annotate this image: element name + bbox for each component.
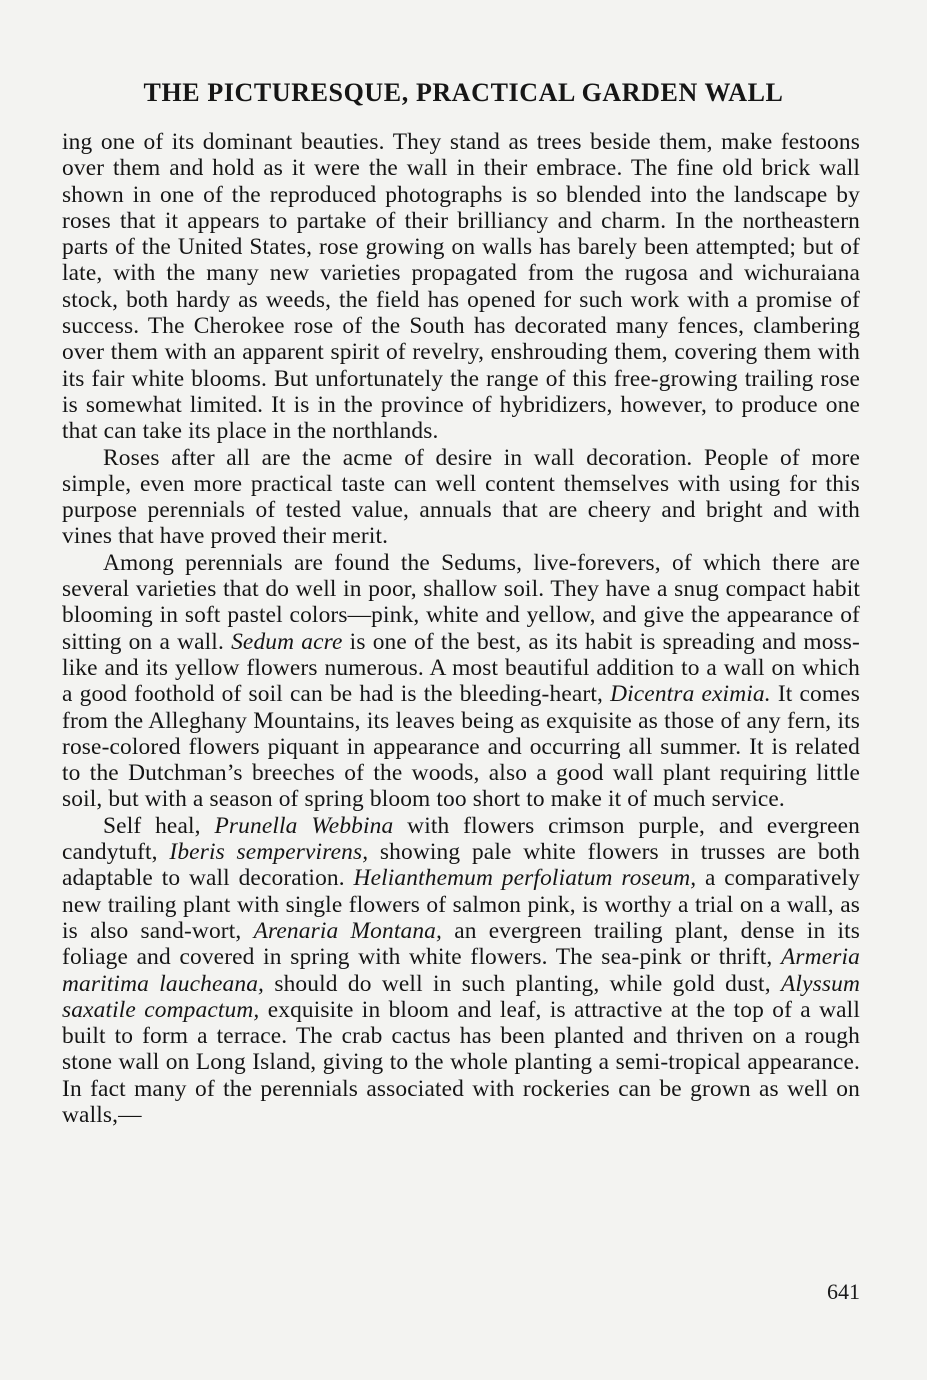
paragraph-text: a comparatively new trailing plant with single flowers of salmon pink, is worthy a trial on a wall, as is also sand-wort, [62, 865, 861, 944]
paragraph-text: should do well in such planting, while gold dust, [264, 970, 781, 997]
paragraph-text: showing pale white flowers in trusses are both adaptable to wall decoration. [62, 839, 861, 892]
paragraph-text: Among perennials are found the Sedums, live-forevers, of which there are several varieties that do well in poor, shallow soil. They have a snug compact habit blooming in soft pastel colors—pink, white and yellow, and give the appearance of sitting on a wall. [62, 549, 860, 655]
paragraph-3 [62, 550, 860, 813]
species-name: Prunella Webbina [214, 812, 394, 839]
paragraph-text: ing one of its dominant beauties. They stand as trees beside them, make festoons over them and hold as it were the wall in their embrace. The fine old brick wall shown in one of the reproduced photographs is so blended into the landscape by roses that it appears to partake of their brilliancy and charm. In the northeastern parts of the United States, rose growing on walls has barely been attempted; but of late, with the many new varieties propagated from the rugosa and wichuraiana stock, both hardy as weeds, the field has opened for such work with a promise of success. The Cherokee rose of the South has decorated many fences, clambering over them with an apparent spirit of revelry, enshrouding them, covering them with its fair white blooms. But unfortunately the range of this free-growing trailing rose is somewhat limited. It is in the province of hybridizers, however, to produce one that can take its place in the northlands. [62, 129, 860, 445]
paragraph-text: It comes from the Alleghany Mountains, its leaves being as exquisite as those of any fern, its rose-colored flowers piquant in appearance and occurring all summer. It is related to the Dutchman’s breeches of the woods, also a good wall plant requiring little soil, but with a season of spring bloom too short to make it of much service. [62, 681, 861, 813]
paragraph-4 [62, 813, 860, 1129]
paragraph-1 [62, 129, 860, 445]
paragraph-text: exquisite in bloom and leaf, is attractive at the top of a wall built to form a terrace. The crab cactus has been planted and thriven on a rough stone wall on Long Island, giving to the whole planting a semi-tropical appearance. In fact many of the perennials associated with rockeries can be grown as well on walls,— [62, 996, 860, 1128]
paragraph-text: Roses after all are the acme of desire in wall decoration. People of more simple, even more practical taste can well content themselves with using for this purpose perennials of tested value, annuals that are cheery and bright and with vines that have proved their merit. [62, 444, 860, 550]
species-name: Helianthemum perfoliatum roseum, [353, 865, 697, 892]
page-number: 641 [827, 1279, 860, 1304]
paragraph-2 [62, 445, 860, 550]
species-name: Sedum acre [231, 628, 343, 655]
running-head: THE PICTURESQUE, PRACTICAL GARDEN WALL [143, 78, 784, 107]
species-name: Arenaria Montana, [253, 917, 443, 944]
paragraph-text: is one of the best, as its habit is spreading and moss-like and its yellow flowers numerous. A most beautiful addition to a wall on which a good foothold of soil can be had is the bleeding-heart, [62, 628, 860, 708]
species-name: Alyssum saxatile compactum, [62, 970, 860, 1023]
species-name: Armeria maritima laucheana, [62, 944, 860, 997]
species-name: Iberis sempervirens, [169, 839, 369, 866]
paragraph-text: Self heal, [103, 812, 215, 839]
paragraph-text: an evergreen trailing plant, dense in its foliage and covered in spring with white flowers. The sea-pink or thrift, [62, 917, 860, 971]
species-name: Dicentra eximia. [610, 681, 771, 708]
body-text [62, 129, 860, 1128]
paragraph-text: with flowers crimson purple, and evergreen candytuft, [62, 812, 860, 866]
